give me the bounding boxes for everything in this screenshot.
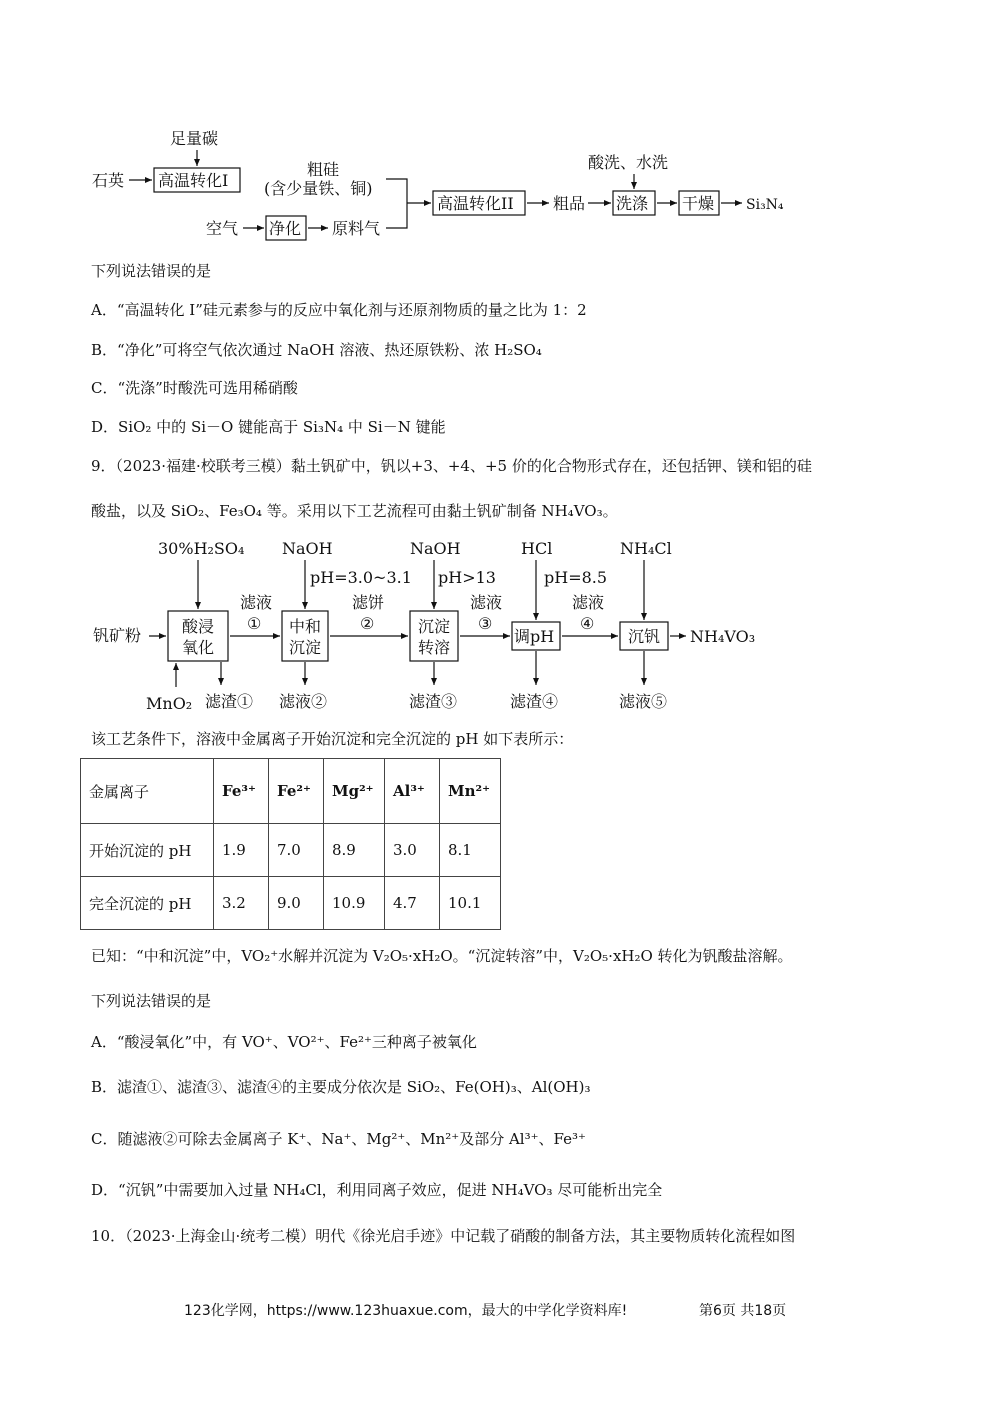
flow2-mno2: MnO₂ [146,694,193,713]
flow1-wash-box: 洗涤 [616,194,649,213]
flow2-reagent-h2so4: 30%H₂SO₄ [158,539,245,558]
q8-option-c: C．“洗涤”时酸洗可选用稀硝酸 [91,379,298,397]
flow2-link1-line2: ① [247,614,262,633]
flow-diagram-1 [0,120,993,245]
table-header-cell: Mg²⁺ [324,759,385,824]
q8-option-b: B．“净化”可将空气依次通过 NaOH 溶液、热还原铁粉、浓 H₂SO₄ [91,341,542,359]
flow2-box1-line1: 酸浸 [182,617,215,636]
flow2-link1-line1: 滤液 [240,593,273,612]
table-cell: 1.9 [214,824,269,877]
table-cell: 7.0 [269,824,324,877]
flow1-raw-gas: 原料气 [332,219,381,238]
flow1-acid-water-wash: 酸洗、水洗 [588,153,669,172]
flow2-box1-line2: 氧化 [182,638,215,657]
q8-option-a: A．“高温转化 I”硅元素参与的反应中氧化剂与还原剂物质的量之比为 1：2 [91,301,587,319]
table-header-cell: 金属离子 [81,759,214,824]
table-cell: 9.0 [269,877,324,930]
flow2-box5: 沉钒 [628,627,661,646]
q9-stem-line2: 酸盐，以及 SiO₂、Fe₃O₄ 等。采用以下工艺流程可由黏土钒矿制备 NH₄VO₃。 [91,502,618,520]
q9-table-intro: 该工艺条件下，溶液中金属离子开始沉淀和完全沉淀的 pH 如下表所示： [91,730,574,748]
flow1-dry-box: 干燥 [682,194,715,213]
flow2-output-3: 滤渣③ [409,692,458,711]
flow2-box2-line1: 中和 [289,617,322,636]
q9-option-d: D．“沉钒”中需要加入过量 NH₄Cl，利用同离子效应，促进 NH₄VO₃ 尽可能析出完全 [91,1181,663,1199]
table-cell: 8.1 [440,824,501,877]
flow2-output-1: 滤渣① [205,692,254,711]
flow2-condition-3: pH=8.5 [544,568,608,587]
flow-diagram-2 [0,535,993,720]
table-header-cell: Al³⁺ [385,759,440,824]
footer-page-number: 第6页 共18页 [699,1303,787,1319]
q9-stem-line1: 9．（2023·福建·校联考三模）黏土钒矿中，钒以+3、+4、+5 价的化合物形式存在，还包括钾、镁和铝的硅 [91,457,812,475]
footer-site: 123化学网，https://www.123huaxue.com，最大的中学化学资料库! [184,1303,628,1319]
flow2-link2-line2: ② [360,614,375,633]
flow1-crude-si-note: (含少量铁、铜) [264,179,373,198]
table-cell: 4.7 [385,877,440,930]
flow2-product: NH₄VO₃ [690,627,756,646]
flow2-output-4: 滤渣④ [510,692,559,711]
q9-known: 已知：“中和沉淀”中，VO₂⁺水解并沉淀为 V₂O₅·xH₂O。“沉淀转溶”中，V₂O₅·xH₂O 转化为钒酸盐溶解。 [91,947,793,965]
flow2-box3-line2: 转溶 [418,638,451,657]
q8-prompt: 下列说法错误的是 [91,262,212,280]
flow2-box2-line2: 沉淀 [289,638,322,657]
flow2-condition-1: pH=3.0~3.1 [310,568,412,587]
q9-prompt: 下列说法错误的是 [91,992,212,1010]
flow2-link4-line2: ④ [580,614,595,633]
table-header-cell: Fe³⁺ [214,759,269,824]
flow2-link3-line2: ③ [478,614,493,633]
flow1-crude-product: 粗品 [553,194,586,213]
flow2-box4: 调pH [514,627,555,646]
q9-option-a: A．“酸浸氧化”中，有 VO⁺、VO²⁺、Fe²⁺三种离子被氧化 [91,1033,477,1051]
flow2-reagent-nh4cl: NH₄Cl [620,539,672,558]
flow2-start: 钒矿粉 [93,626,142,645]
table-header-cell: Fe²⁺ [269,759,324,824]
ion-ph-table [80,758,501,930]
flow1-step2-box: 高温转化II [437,194,514,213]
flow2-condition-2: pH>13 [438,568,496,587]
table-cell: 完全沉淀的 pH [81,877,214,930]
flow2-reagent-naoh-2: NaOH [410,539,461,558]
table-row [81,877,501,930]
table-cell: 10.9 [324,877,385,930]
flow2-reagent-hcl: HCl [521,539,553,558]
flow2-output-2: 滤液② [279,692,328,711]
flow2-box3-line1: 沉淀 [418,617,451,636]
q10-stem: 10．（2023·上海金山·统考二模）明代《徐光启手迹》中记载了硝酸的制备方法，其主要物质转化流程如图 [91,1227,796,1245]
flow2-link4-line1: 滤液 [572,593,605,612]
table-row [81,824,501,877]
flow2-reagent-naoh-1: NaOH [282,539,333,558]
table-cell: 10.1 [440,877,501,930]
table-header-row [81,759,501,824]
table-cell: 8.9 [324,824,385,877]
table-header-cell: Mn²⁺ [440,759,501,824]
q8-option-d: D．SiO₂ 中的 Si－O 键能高于 Si₃N₄ 中 Si－N 键能 [91,418,446,436]
flow1-step1-box: 高温转化I [158,171,229,190]
table-cell: 3.2 [214,877,269,930]
q9-option-b: B．滤渣①、滤渣③、滤渣④的主要成分依次是 SiO₂、Fe(OH)₃、Al(OH)₃ [91,1078,591,1096]
q9-option-c: C．随滤液②可除去金属离子 K⁺、Na⁺、Mg²⁺、Mn²⁺及部分 Al³⁺、Fe³⁺ [91,1130,586,1148]
flow1-purify-box: 净化 [269,219,302,238]
flow1-carbon: 足量碳 [170,129,219,148]
flow2-link3-line1: 滤液 [470,593,503,612]
flow1-crude-si: 粗硅 [307,160,340,179]
flow1-air: 空气 [206,219,239,238]
flow1-product: Si₃N₄ [746,197,784,213]
flow2-output-5: 滤液⑤ [619,692,668,711]
table-cell: 开始沉淀的 pH [81,824,214,877]
flow2-link2-line1: 滤饼 [352,593,385,612]
table-cell: 3.0 [385,824,440,877]
flow1-quartz: 石英 [92,171,125,190]
